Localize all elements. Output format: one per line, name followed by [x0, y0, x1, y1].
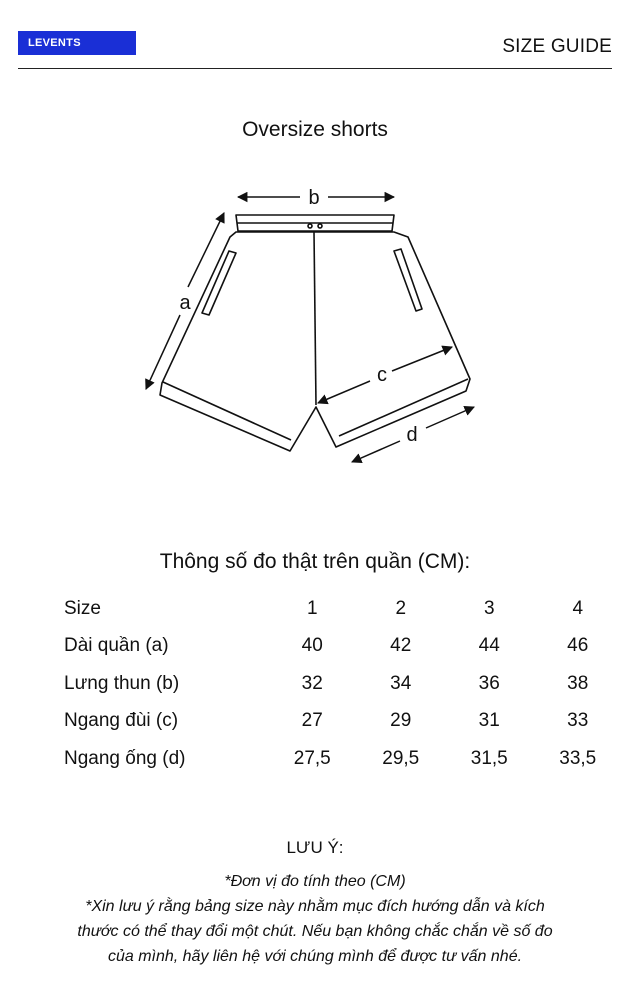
column-header: 4 — [572, 597, 584, 619]
table-cell: 27 — [301, 710, 323, 732]
row-label: Lưng thun (b) — [64, 672, 180, 694]
table-cell: 31 — [478, 710, 500, 732]
table-row — [56, 740, 622, 778]
measure-a-arrow-bottom — [146, 315, 180, 389]
measure-b-label: b — [308, 187, 320, 209]
size-table — [56, 590, 622, 778]
column-header: 3 — [483, 597, 495, 619]
table-row — [56, 628, 622, 666]
table-cell: 32 — [301, 672, 323, 694]
table-cell: 33,5 — [559, 747, 597, 769]
row-label: Ngang ống (d) — [64, 747, 186, 769]
shorts-measurement-diagram — [130, 175, 500, 475]
table-cell: 27,5 — [293, 747, 331, 769]
table-cell: 29,5 — [382, 747, 420, 769]
table-title: Thông số đo thật trên quần (CM): — [159, 550, 471, 573]
note-line: thước có thể thay đổi một chút. Nếu bạn không chắc chắn về số đo — [77, 923, 553, 940]
note-line: của mình, hãy liên hệ với chúng mình để được tư vấn nhé. — [107, 948, 523, 965]
table-cell: 36 — [478, 672, 500, 694]
table-cell: 40 — [301, 635, 323, 657]
brand-logo: LEVENTS — [18, 31, 136, 55]
center-seam — [314, 232, 316, 405]
measure-c-label: c — [377, 364, 387, 386]
column-header: 2 — [395, 597, 407, 619]
notes-title: LƯU Ý: — [286, 838, 344, 857]
table-cell: 44 — [478, 635, 500, 657]
right-hem-line — [339, 379, 468, 436]
header-divider — [18, 68, 612, 69]
row-label: Ngang đùi (c) — [64, 710, 179, 732]
product-title: Oversize shorts — [242, 118, 388, 141]
measure-d-arrow-left — [352, 441, 400, 462]
table-cell: 46 — [567, 635, 589, 657]
drawcord-eyelet-left — [308, 224, 312, 228]
table-row — [56, 703, 622, 741]
table-cell: 33 — [567, 710, 589, 732]
row-label: Dài quần (a) — [64, 635, 169, 657]
measure-d-label: d — [406, 424, 418, 446]
drawcord-eyelet-right — [318, 224, 322, 228]
measure-a-label: a — [179, 292, 191, 314]
table-header-row — [56, 590, 622, 628]
column-header: 1 — [306, 597, 318, 619]
table-cell: 29 — [390, 710, 412, 732]
left-hem-line — [163, 382, 291, 440]
note-line: *Xin lưu ý rằng bảng size này nhằm mục đích hướng dẫn và kích — [85, 898, 545, 915]
column-header: Size — [64, 597, 101, 619]
measure-c-arrow-right — [392, 347, 452, 371]
measure-d-arrow-right — [426, 407, 474, 428]
note-line: *Đơn vị đo tính theo (CM) — [224, 873, 406, 890]
measure-c-arrow-left — [318, 381, 370, 403]
table-cell: 42 — [390, 635, 412, 657]
table-row — [56, 665, 622, 703]
table-cell: 31,5 — [470, 747, 508, 769]
table-cell: 38 — [567, 672, 589, 694]
table-cell: 34 — [390, 672, 412, 694]
page-title: SIZE GUIDE — [502, 36, 612, 57]
